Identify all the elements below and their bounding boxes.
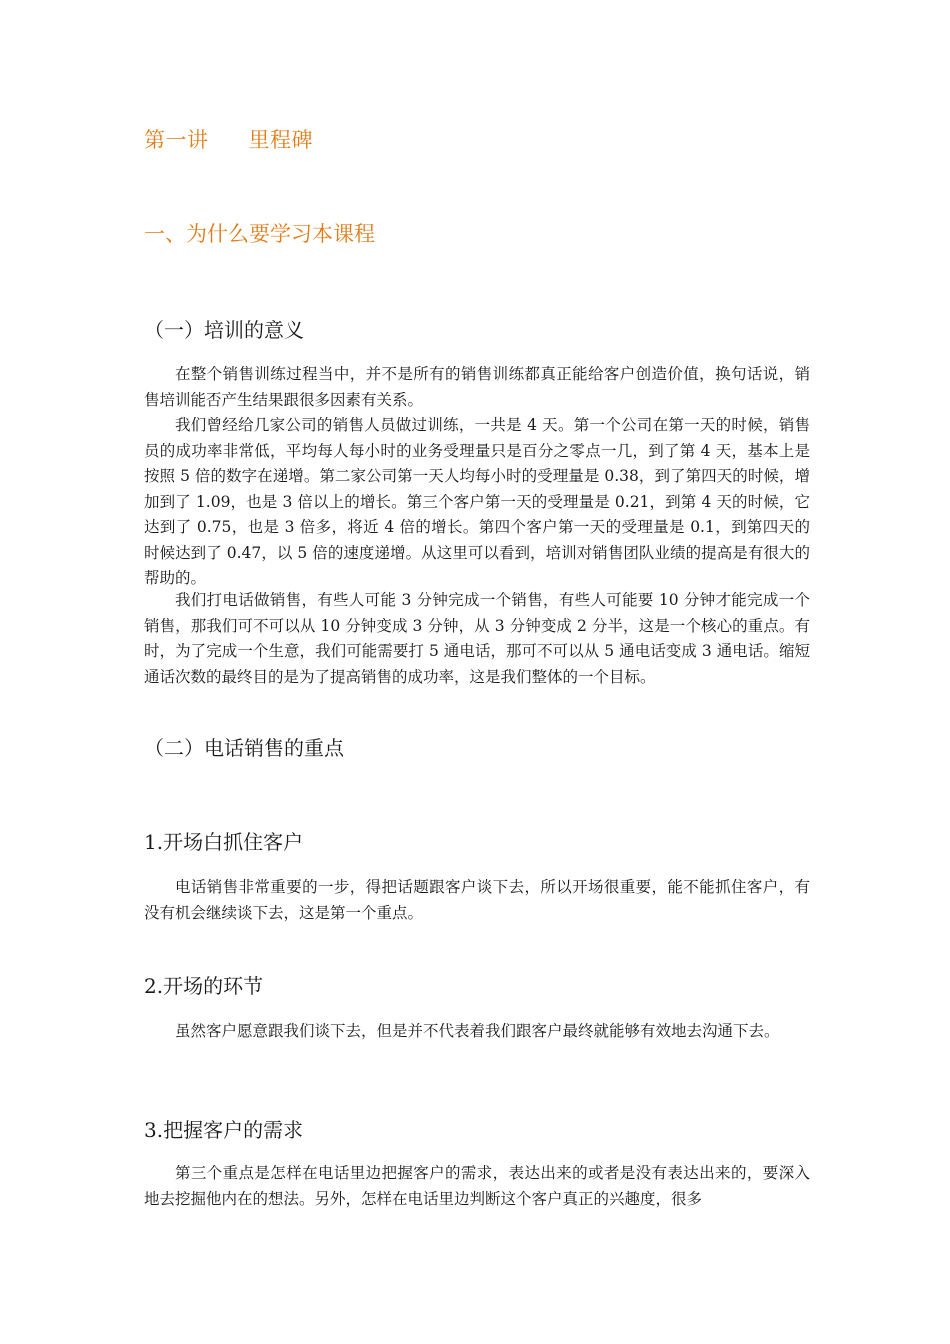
paragraph-2: 我们曾经给几家公司的销售人员做过训练，一共是 4 天。第一个公司在第一天的时候，销售员的成功率非常低，平均每人每小时的业务受理量只是百分之零点一几，到了第 4 天，基本上是按照 5 倍的数字在递增。第二家公司第一天人均每小时的受理量是 0.38，到了第四天的时候，增加到了 1.09，也是 3 倍以上的增长。第三个客户第一天的受理量是 0.21，到第 4 天的时候，它达到了 0.75，也是 3 倍多，将近 4 倍的增长。第四个客户第一天的受理量是 0.1，到第四天的时候达到了 0.47，以 5 倍的速度递增。从这里可以看到，培训对销售团队业绩的提高是有很大的帮助的。 bbox=[144, 416, 810, 587]
point-heading-2: 2.开场的环节 bbox=[144, 974, 264, 998]
point-heading-1: 1.开场白抓住客户 bbox=[144, 830, 304, 854]
point-paragraph-3: 第三个重点是怎样在电话里边把握客户的需求，表达出来的或者是没有表达出来的，要深入地去挖掘他内在的想法。另外，怎样在电话里边判断这个客户真正的兴趣度，很多 bbox=[144, 1164, 810, 1208]
subsection-heading-2: （二）电话销售的重点 bbox=[144, 736, 344, 760]
paragraph-3: 我们打电话做销售，有些人可能 3 分钟完成一个销售，有些人可能要 10 分钟才能完成一个销售，那我们可不可以从 10 分钟变成 3 分钟，从 3 分钟变成 2 分半，这是一个核心的重点。有时，为了完成一个生意，我们可能需要打 5 通电话，那可不可以从 5 通电话变成 3 通电话。缩短通话次数的最终目的是为了提高销售的成功率，这是我们整体的一个目标。 bbox=[144, 591, 810, 686]
subsection-heading-1: （一）培训的意义 bbox=[144, 318, 304, 342]
paragraph-1: 在整个销售训练过程当中，并不是所有的销售训练都真正能给客户创造价值，换句话说，销售培训能否产生结果跟很多因素有关系。 bbox=[144, 365, 810, 409]
lecture-number: 第一讲 bbox=[144, 128, 209, 152]
point-paragraph-1: 电话销售非常重要的一步，得把话题跟客户谈下去，所以开场很重要，能不能抓住客户，有没有机会继续谈下去，这是第一个重点。 bbox=[144, 878, 810, 922]
point-heading-3: 3.把握客户的需求 bbox=[144, 1118, 304, 1142]
point-paragraph-2: 虽然客户愿意跟我们谈下去，但是并不代表着我们跟客户最终就能够有效地去沟通下去。 bbox=[175, 1022, 780, 1040]
section-heading: 一、为什么要学习本课程 bbox=[144, 222, 375, 246]
lecture-heading bbox=[144, 124, 313, 154]
lecture-title: 里程碑 bbox=[248, 128, 313, 152]
